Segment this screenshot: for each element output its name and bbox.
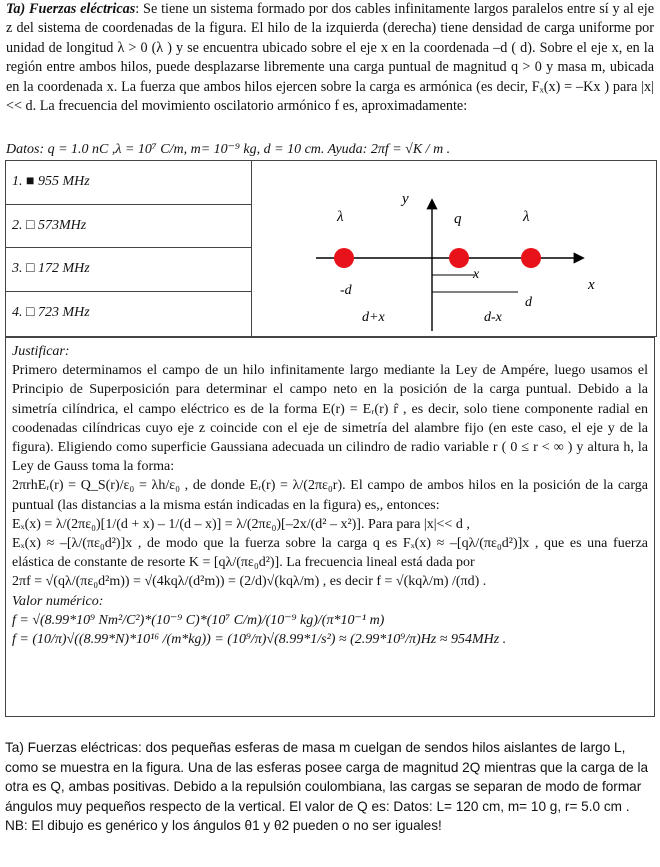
- point-charge: [449, 248, 469, 268]
- justification-box: [5, 337, 655, 717]
- valor-line-2: f = (10/π)√((8.99*N)*10¹⁶ /(m*kg)) = (10⁹/π)√(8.99*1/s²) ≈ (2.99*10⁹/π)Hz ≈ 954MHz .: [12, 632, 507, 648]
- valor-line-1: f = √(8.99*10⁹ Nm²/C²)*(10⁻⁹ C)*(10⁷ C/m)/(10⁻⁹ kg)/(π*10⁻¹ m): [12, 612, 385, 628]
- valor-title: Valor numérico:: [12, 593, 104, 609]
- justify-paragraph-2: 2πrhEᵣ(r) = Q_S(r)/ε₀ = λh/ε₀ , de donde Eᵣ(r) = λ/(2πε₀r). El campo de ambos hilos en la posición de la carga puntual (las distancias a la misma están indicadas en la figura) es,, entonces:: [12, 478, 648, 513]
- answers-table: [5, 160, 657, 337]
- lambda-right-label: λ: [523, 209, 530, 225]
- y-axis-label: y: [402, 191, 409, 207]
- q-label: q: [454, 211, 462, 227]
- option-4[interactable]: 4. □ 723 MHz: [12, 305, 90, 321]
- justify-title: Justificar:: [12, 344, 70, 359]
- left-wire-charge: [334, 248, 354, 268]
- lambda-left-label: λ: [337, 209, 344, 225]
- wires-figure: [252, 161, 656, 336]
- option-3[interactable]: 3. □ 172 MHz: [6, 248, 251, 292]
- justify-paragraph-5: 2πf = √(qλ/(πε₀d²m)) = √(4kqλ/(d²m)) = (2/d)√(kqλ/m) , es decir f = √(kqλ/m) /(πd) .: [12, 574, 487, 590]
- problem-heading: Ta) Fuerzas eléctricas: [6, 1, 136, 17]
- d-minus-x-label: d-x: [484, 310, 502, 325]
- next-problem-text: Ta) Fuerzas eléctricas: dos pequeñas esferas de masa m cuelgan de sendos hilos aislantes de largo L, como se muestra en la figura. Una de las esferas posee carga de magnitud 2Q mientras que la carga de la otra es Q, ambas positivas. Debido a la repulsión coulombiana, las cargas se separan de modo de formar ángulos muy pequeños respecto de la vertical. El valor de Q es: Datos: L= 120 cm, m= 10 g, r= 5.0 cm . NB: El dibujo es genérico y los ángulos θ1 y θ2 pueden o no ser iguales!: [5, 740, 649, 834]
- d-label: d: [525, 295, 532, 310]
- justify-paragraph-3: Eₓ(x) = λ/(2πε₀)[1/(d + x) – 1/(d – x)] = λ/(2πε₀)[–2x/(d² – x²)]. Para para |x|<< d ,: [12, 516, 470, 532]
- minus-d-label: -d: [340, 283, 352, 298]
- x-axis-label: x: [588, 277, 595, 293]
- options-column: [6, 161, 252, 336]
- x-small-label: x: [473, 267, 480, 282]
- justify-paragraph-1: Primero determinamos el campo de un hilo infinitamente largo mediante la Ley de Ampére, luego usamos el Principio de Superposición para determinar el campo neto en la posición de la carga puntual. Debido a la simetría cilíndrica, el campo eléctrico es de la forma E(r) = Eᵣ(r) r̂ , es decir, solo tiene componente radial en coodenadas cilíndricas cuyo eje z coincide con el eje de simetría del alambre fijo (en este caso, el eje y de la figura). Eligiendo como superficie Gaussiana adecuada un cilindro de radio variable r ( 0 ≤ r < ∞ ) y altura h, la Ley de Gauss toma la forma:: [12, 363, 648, 475]
- problem-data: Datos: q = 1.0 nC ,λ = 10⁷ C/m, m= 10⁻⁹ kg, d = 10 cm. Ayuda: 2πf = √K / m .: [6, 142, 451, 157]
- justify-paragraph-4: Eₓ(x) ≈ –[λ/(πε₀d²)]x , de modo que la fuerza sobre la carga q es Fₓ(x) ≈ –[qλ/(πε₀d²)]x , que es una fuerza elástica de constante de resorte K = [qλ/(πε₀d²)]. La frecuencia lineal está dada por: [12, 536, 648, 571]
- option-1[interactable]: 1. ■ 955 MHz: [6, 161, 251, 205]
- d-plus-x-label: d+x: [362, 310, 385, 325]
- right-wire-charge: [521, 248, 541, 268]
- problem-body: : Se tiene un sistema formado por dos cables infinitamente largos paralelos entre sí y al eje z del sistema de coordenadas de la figura. El hilo de la izquierda (derecha) tiene densidad de carga uniforme por unidad de longitud λ > 0 (λ ) y se encuentra ubicado sobre el eje x en la coordenada –d ( d). Sobre el eje x, en la región entre ambos hilos, puede desplazarse libremente una carga puntual de magnitud q > 0 y masa m, ubicada en la coordenada x. La fuerza que ambos hilos ejercen sobre la carga es armónica (es decir, Fₓ(x) = –Kx ) para |x|<< d. La frecuencia del movimiento oscilatorio armónico f es, aproximadamente:: [6, 1, 655, 115]
- problem-statement: [6, 0, 654, 116]
- option-2[interactable]: 2. □ 573MHz: [6, 205, 251, 249]
- wires-diagram: [252, 161, 656, 336]
